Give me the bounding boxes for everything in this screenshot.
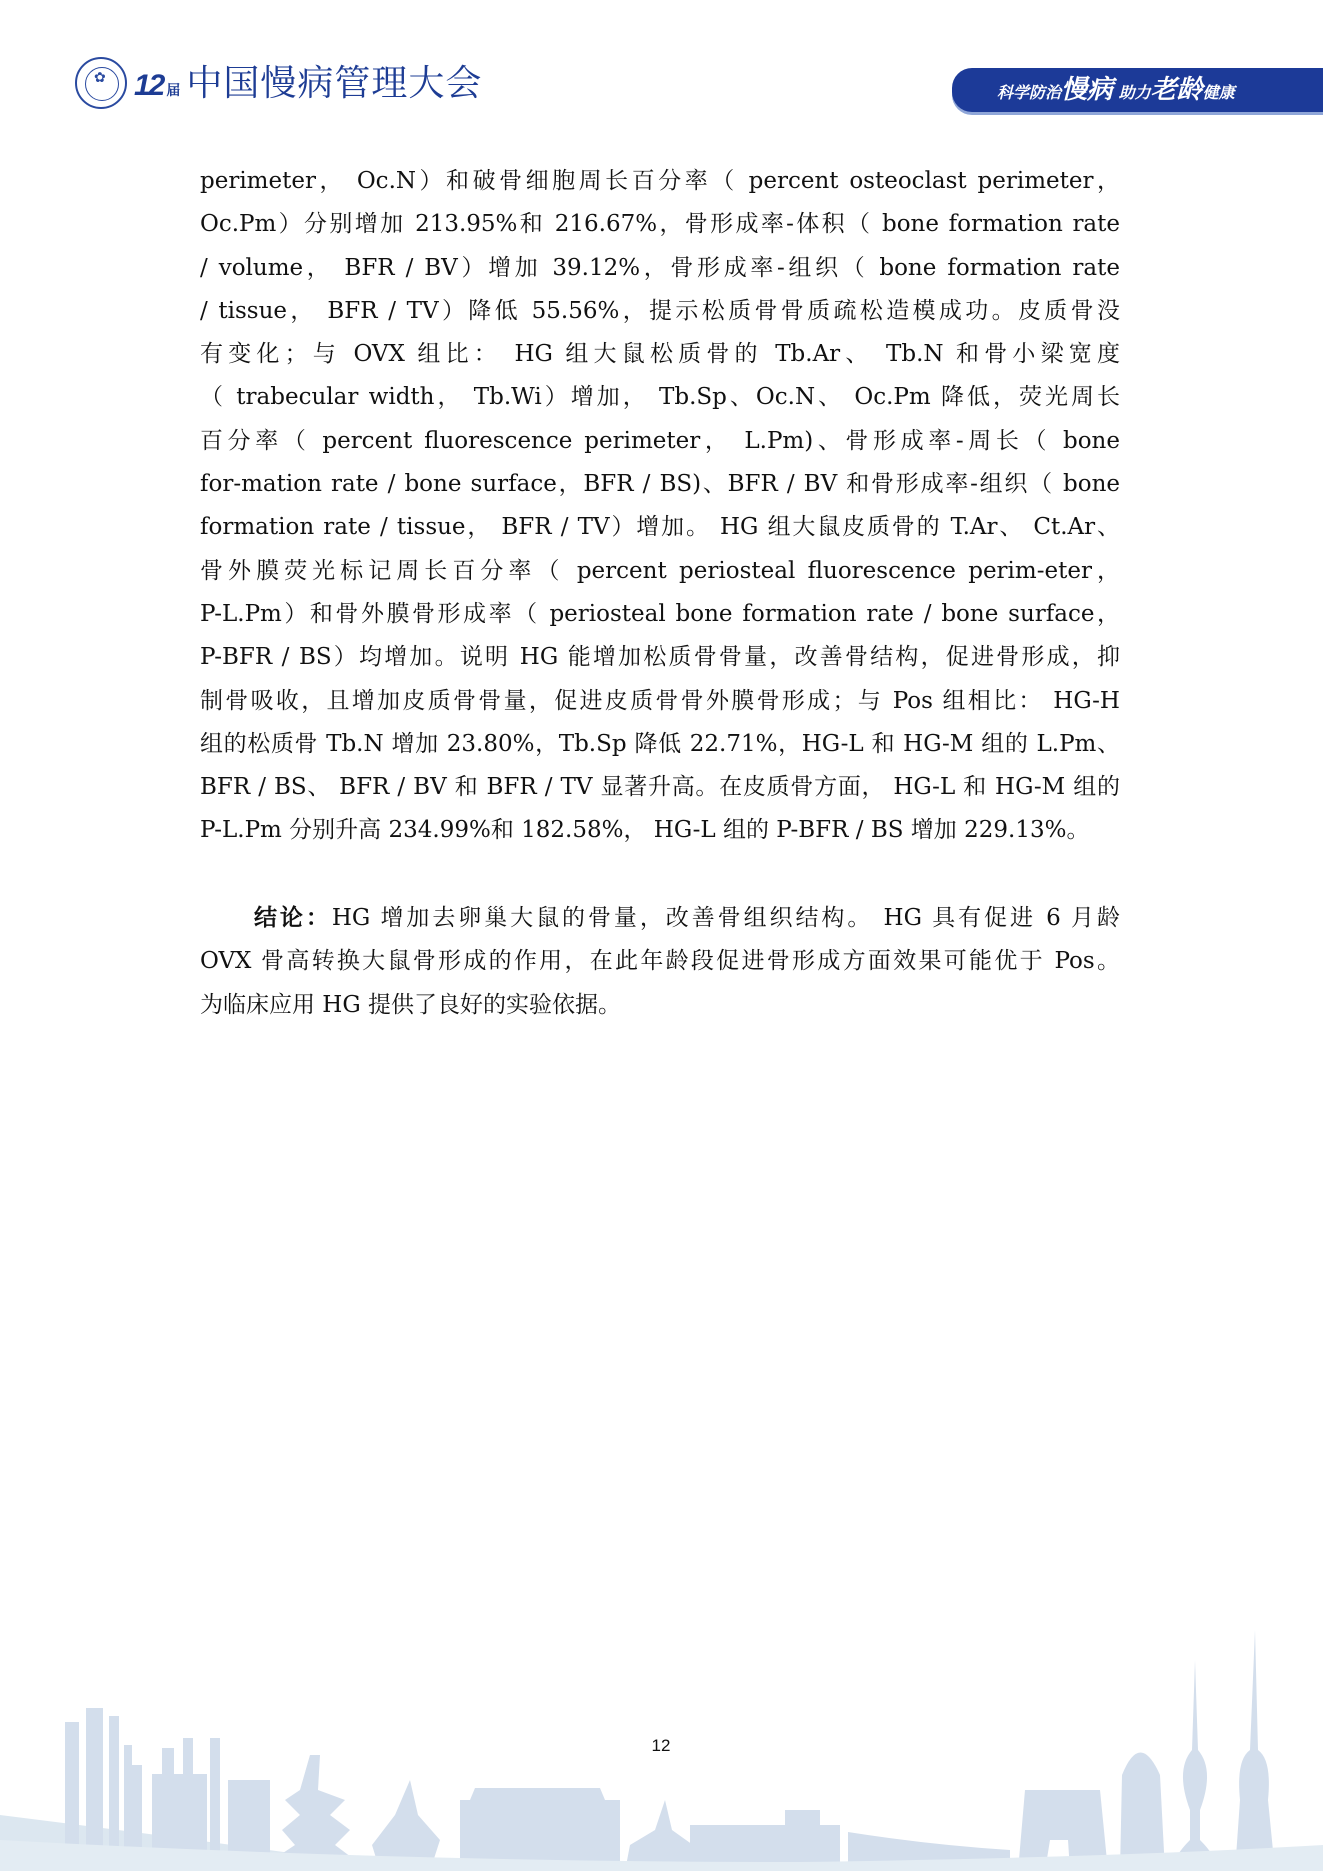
text-line: 为临床应用 HG 提供了良好的实验依据。: [200, 991, 622, 1018]
conference-brand: [134, 62, 482, 106]
text-line: （ trabecular width， Tb.Wi）增加， Tb.Sp、Oc.N、 Oc.Pm 降低，荧光周长: [200, 384, 1120, 411]
text-line: perimeter， Oc.N）和破骨细胞周长百分率（ percent osteoclast perimeter，: [200, 168, 1120, 194]
text-line: BFR / BS、 BFR / BV 和 BFR / TV 显著升高。在皮质骨方面， HG-L 和 HG-M 组的: [200, 774, 1120, 801]
text-line: formation rate / tissue， BFR / TV）增加。 HG 组大鼠皮质骨的 T.Ar、 Ct.Ar、: [200, 514, 1120, 541]
text-line: / tissue， BFR / TV）降低 55.56%，提示松质骨骨质疏松造模成功。皮质骨没: [200, 297, 1120, 324]
slogan-part: 老龄: [1150, 75, 1203, 105]
text-line: 有变化；与 OVX 组比： HG 组大鼠松质骨的 Tb.Ar、 Tb.N 和骨小梁宽度: [200, 341, 1120, 368]
text-line: P-L.Pm）和骨外膜骨形成率（ periosteal bone formation rate / bone surface，: [200, 600, 1120, 627]
flower-icon: ✿: [94, 70, 106, 86]
slogan-part: 科学防治: [997, 83, 1062, 102]
conclusion-text: HG 增加去卵巢大鼠的骨量，改善骨组织结构。 HG 具有促进 6 月龄: [331, 905, 1120, 931]
slogan-part: 助力: [1118, 83, 1151, 102]
conclusion-paragraph: [200, 897, 1120, 1027]
text-line: 骨外膜荧光标记周长百分率（ percent periosteal fluorescence perim-eter，: [200, 557, 1120, 584]
text-line: / volume， BFR / BV）增加 39.12%，骨形成率-组织（ bone formation rate: [200, 254, 1120, 281]
slogan-part: 慢病: [1061, 75, 1114, 105]
text-line: Oc.Pm）分别增加 213.95%和 216.67%，骨形成率-体积（ bone formation rate: [200, 211, 1120, 238]
text-line: for-mation rate / bone surface，BFR / BS)、BFR / BV 和骨形成率-组织（ bone: [200, 471, 1120, 498]
slogan-banner: [952, 68, 1323, 112]
text-line: 制骨吸收，且增加皮质骨骨量，促进皮质骨骨外膜骨形成；与 Pos 组相比： HG-H: [200, 687, 1120, 714]
text-line: 百分率（ percent fluorescence perimeter， L.Pm)、骨形成率-周长（ bone: [200, 427, 1120, 454]
results-paragraph: [200, 160, 1120, 853]
session-suffix: 届: [166, 82, 181, 98]
text-line: P-BFR / BS）均增加。说明 HG 能增加松质骨骨量，改善骨结构，促进骨形成，抑: [200, 644, 1120, 671]
conclusion-label: 结论：: [254, 905, 332, 931]
page-number: 12: [651, 1736, 671, 1755]
slogan-part: 健康: [1202, 83, 1235, 102]
text-line: OVX 骨高转换大鼠骨形成的作用，在此年龄段促进骨形成方面效果可能优于 Pos。: [200, 948, 1120, 975]
session-number-text: 12: [134, 69, 164, 102]
conference-title: 中国慢病管理大会: [186, 63, 483, 104]
conference-seal-logo: [75, 57, 127, 109]
text-line: [200, 897, 1120, 940]
session-number: [134, 66, 180, 106]
text-line: 组的松质骨 Tb.N 增加 23.80%，Tb.Sp 降低 22.71%，HG-L 和 HG-M 组的 L.Pm、: [200, 730, 1120, 757]
text-line: P-L.Pm 分别升高 234.99%和 182.58%， HG-L 组的 P-BFR / BS 增加 229.13%。: [200, 817, 1090, 844]
